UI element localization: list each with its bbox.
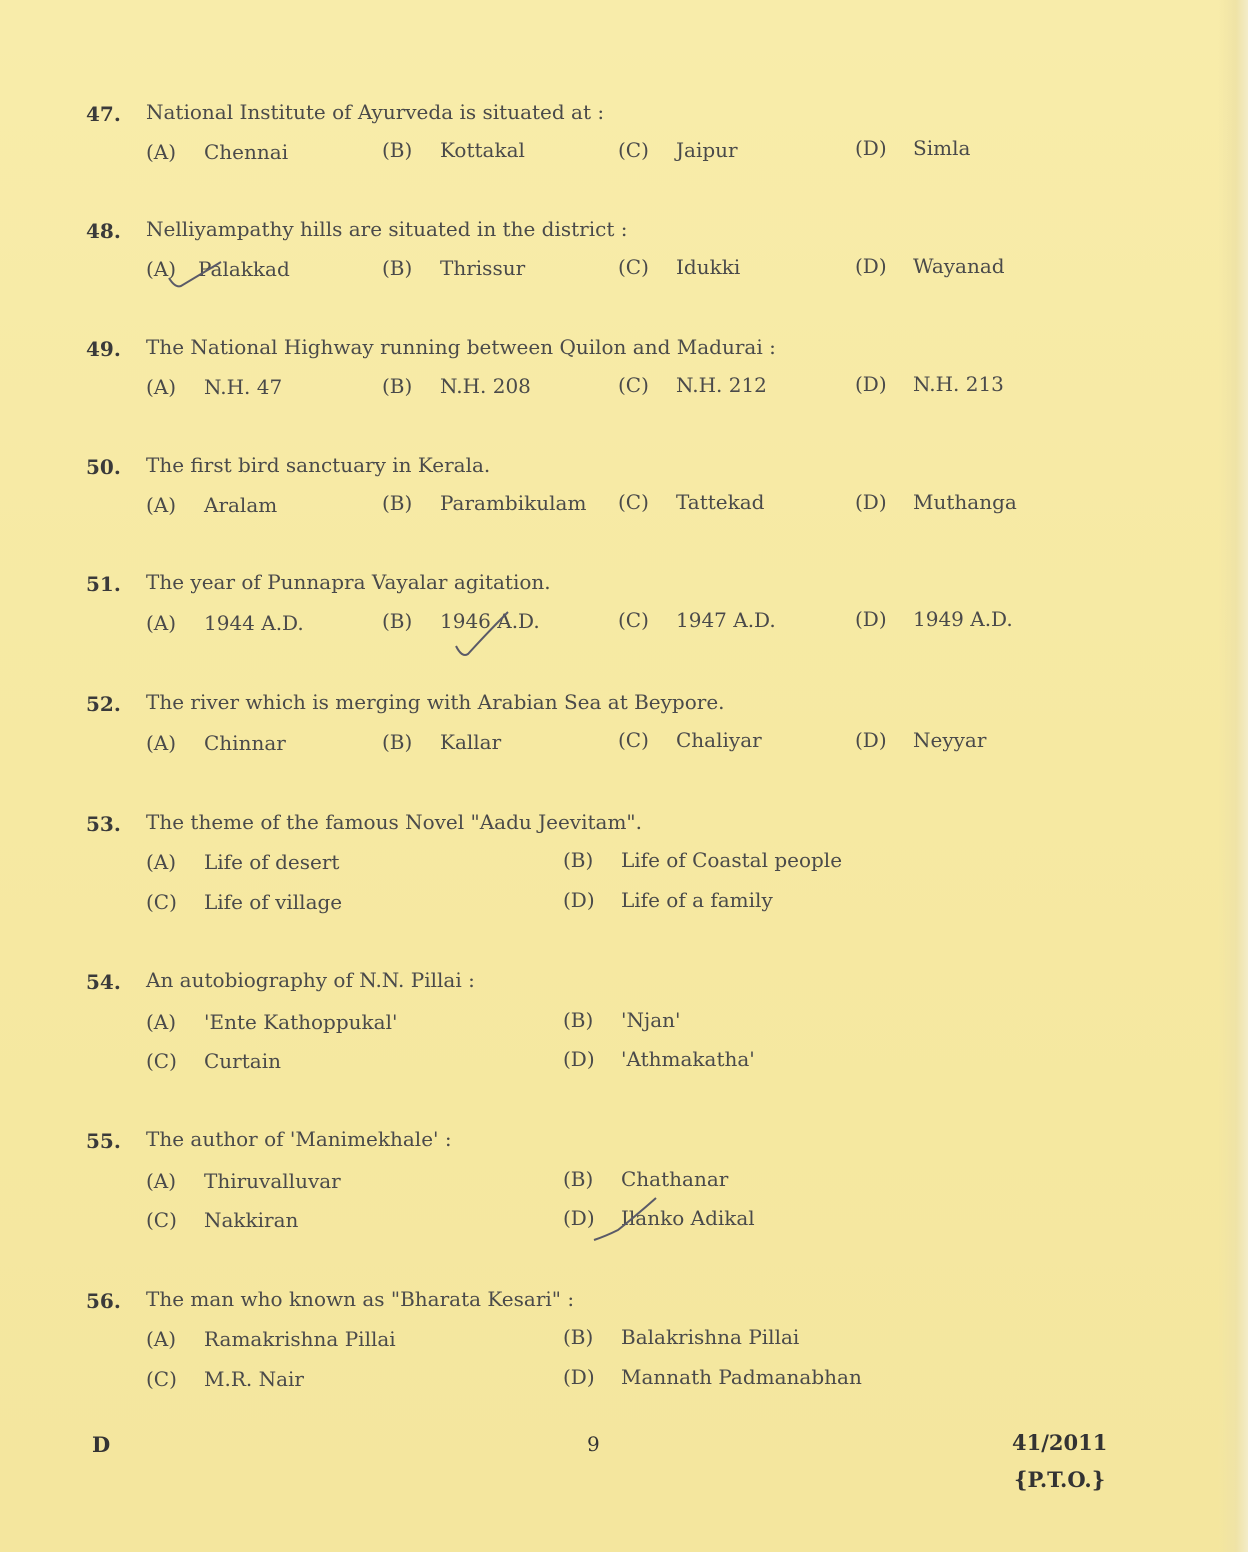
option-b: (B) 1946 A.D. [382,609,540,633]
option-b: (B) Chathanar [563,1167,729,1191]
question-number: 51. [86,572,121,596]
question-number: 56. [86,1289,121,1313]
question-text: The theme of the famous Novel "Aadu Jeevitam". [146,810,642,834]
option-c: (C) Life of village [146,890,343,914]
option-c: (C) Idukki [618,255,741,279]
option-a: (A) N.H. 47 [146,375,283,399]
option-d: (D) Neyyar [855,728,987,752]
option-d: (D) Simla [855,136,971,160]
option-a: (A) 1944 A.D. [146,611,304,635]
option-b: (B) 'Njan' [563,1008,681,1032]
option-a: (A) Palakkad [146,257,290,281]
pto-note: {P.T.O.} [1014,1467,1106,1492]
option-a: (A) 'Ente Kathoppukal' [146,1010,398,1034]
question-text: National Institute of Ayurveda is situated at : [146,100,605,124]
option-c: (C) Nakkiran [146,1208,299,1232]
option-b: (B) Balakrishna Pillai [563,1325,800,1349]
option-d: (D) Mannath Padmanabhan [563,1365,862,1389]
question-number: 55. [86,1129,121,1153]
question-number: 54. [86,970,121,994]
option-b: (B) Life of Coastal people [563,848,843,872]
question-text: The river which is merging with Arabian Sea at Beypore. [146,690,725,714]
question-text: The year of Punnapra Vayalar agitation. [146,570,551,594]
option-d: (D) Muthanga [855,490,1017,514]
option-d: (D) Ilanko Adikal [563,1206,755,1230]
option-c: (C) Curtain [146,1049,281,1073]
option-b: (B) Parambikulam [382,491,587,515]
page-number: 9 [587,1432,600,1456]
option-c: (C) 1947 A.D. [618,608,776,632]
option-b: (B) Kallar [382,730,502,754]
question-text: The man who known as "Bharata Kesari" : [146,1287,575,1311]
question-text: The first bird sanctuary in Kerala. [146,453,491,477]
question-number: 47. [86,102,121,126]
option-d: (D) Life of a family [563,888,773,912]
option-d: (D) 'Athmakatha' [563,1047,755,1071]
question-number: 52. [86,692,121,716]
option-c: (C) Jaipur [618,138,738,162]
option-a: (A) Chinnar [146,731,286,755]
option-a: (A) Aralam [146,493,278,517]
option-b: (B) Thrissur [382,256,526,280]
question-number: 50. [86,455,121,479]
option-c: (C) Tattekad [618,490,765,514]
option-a: (A) Ramakrishna Pillai [146,1327,396,1351]
option-b: (B) Kottakal [382,138,525,162]
option-b: (B) N.H. 208 [382,374,531,398]
series-code: D [92,1432,111,1457]
option-d: (D) Wayanad [855,254,1005,278]
option-d: (D) N.H. 213 [855,372,1004,396]
option-c: (C) M.R. Nair [146,1367,304,1391]
question-text: An autobiography of N.N. Pillai : [146,968,475,992]
option-c: (C) N.H. 212 [618,373,767,397]
question-text: The author of 'Manimekhale' : [146,1127,452,1151]
page-edge-shadow [1218,0,1248,1552]
question-text: Nelliyampathy hills are situated in the district : [146,217,628,241]
option-a: (A) Thiruvalluvar [146,1169,341,1193]
question-number: 49. [86,337,121,361]
option-c: (C) Chaliyar [618,728,762,752]
option-a: (A) Chennai [146,140,289,164]
option-d: (D) 1949 A.D. [855,607,1013,631]
option-a: (A) Life of desert [146,850,340,874]
question-number: 53. [86,812,121,836]
question-text: The National Highway running between Quilon and Madurai : [146,335,776,359]
question-paper-code: 41/2011 [1012,1430,1108,1455]
question-number: 48. [86,219,121,243]
